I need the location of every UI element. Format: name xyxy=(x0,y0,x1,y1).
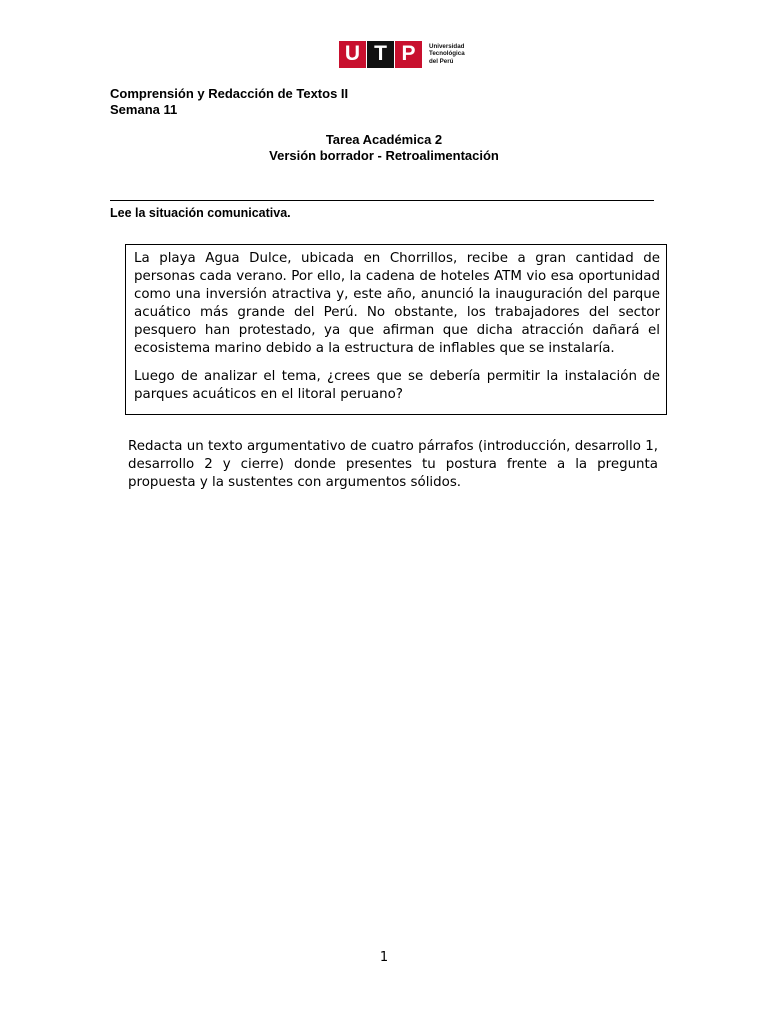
logo-letter-t: T xyxy=(367,41,394,68)
situation-paragraph-2: Luego de analizar el tema, ¿crees que se debería permitir la instalación de parques acuáticos en el litoral peruano? xyxy=(134,369,660,402)
horizontal-divider xyxy=(110,200,654,201)
logo-text-line-2: Tecnológica xyxy=(429,50,465,58)
situation-paragraph-1: La playa Agua Dulce, ubicada en Chorrillos, recibe a gran cantidad de personas cada verano. Por ello, la cadena de hoteles ATM vio esa oportunidad como una inversión atractiva y, este año, anunció la inauguración del parque acuático más grande del Perú. No obstante, los trabajadores del sector pesquero han protestado, ya que afirman que dicha atracción dañará el ecosistema marino debido a la estructura de inflables que se instalaría. xyxy=(134,251,660,356)
logo-letter-u: U xyxy=(339,41,366,68)
situation-box xyxy=(125,244,667,415)
page-number: 1 xyxy=(379,950,389,965)
course-title: Comprensión y Redacción de Textos II xyxy=(110,86,349,101)
document-header xyxy=(110,86,348,118)
week-label: Semana 11 xyxy=(110,102,178,117)
task-instruction: Redacta un texto argumentativo de cuatro párrafos (introducción, desarrollo 1, desarrollo 2 y cierre) donde presentes tu postura frente a la pregunta propuesta y la sustentes con argumentos sólidos. xyxy=(128,439,658,490)
logo-text-line-3: del Perú xyxy=(429,57,454,65)
document-titles xyxy=(0,132,768,164)
version-subtitle: Versión borrador - Retroalimentación xyxy=(269,148,499,163)
instruction-text: Lee la situación comunicativa. xyxy=(110,206,291,220)
utp-logo xyxy=(339,40,465,68)
logo-text xyxy=(429,43,465,66)
assignment-title: Tarea Académica 2 xyxy=(325,132,443,147)
logo-text-line-1: Universidad xyxy=(429,42,465,50)
logo-letter-p: P xyxy=(395,41,422,68)
